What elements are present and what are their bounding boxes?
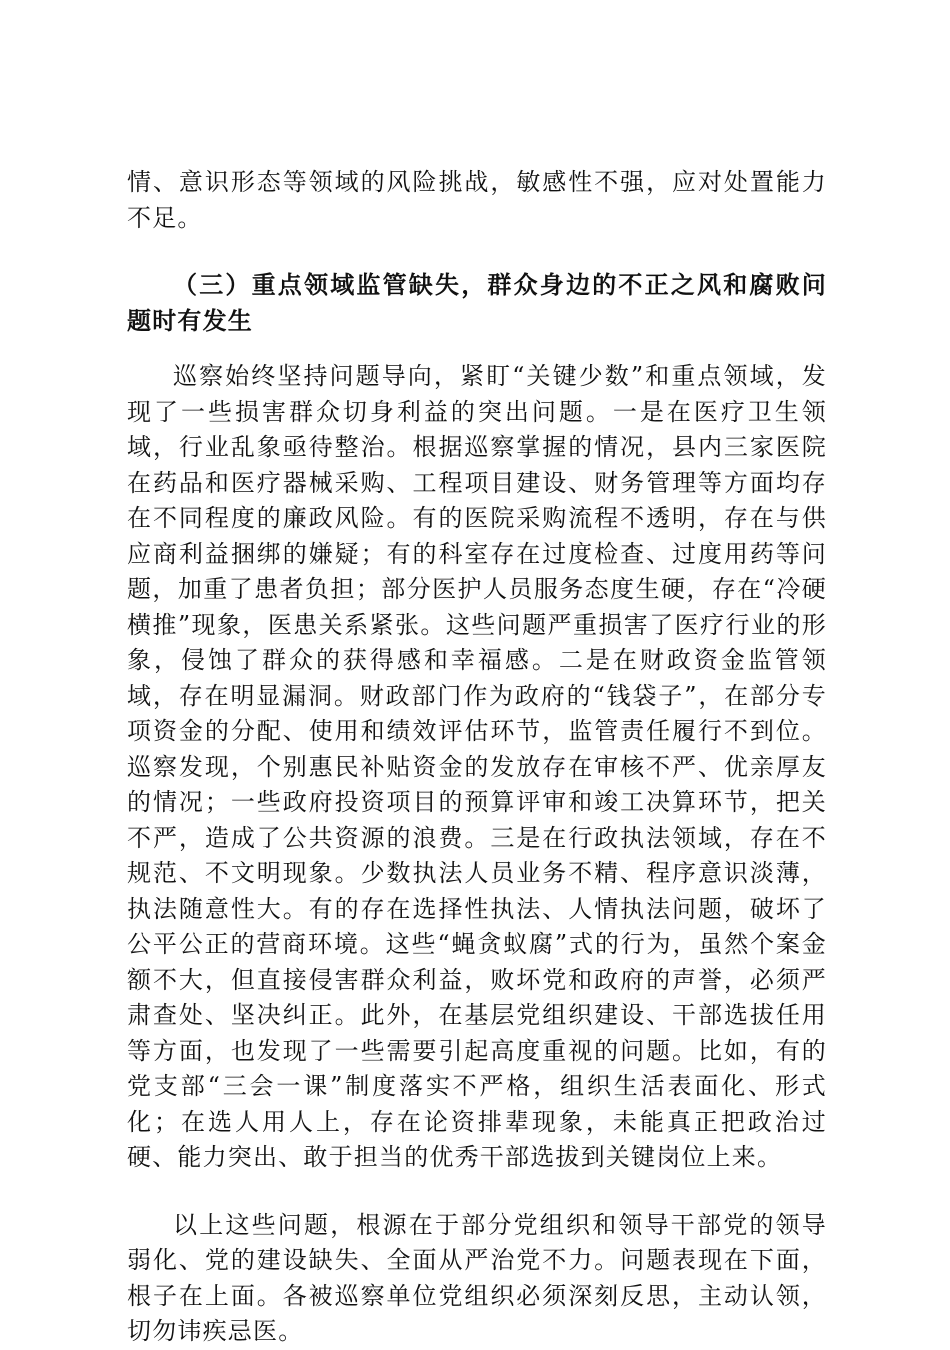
paragraph-spacer — [127, 339, 827, 359]
body-paragraph: 巡察始终坚持问题导向，紧盯“关键少数”和重点领域，发现了一些损害群众切身利益的突出问题。一是在医疗卫生领域，行业乱象亟待整治。根据巡察掌握的情况，县内三家医院在药品和医疗器械采购、工程项目建设、财务管理等方面均存在不同程度的廉政风险。有的医院采购流程不透明，存在与供应商利益捆绑的嫌疑；有的科室存在过度检查、过度用药等问题，加重了患者负担；部分医护人员服务态度生硬，存在“冷硬横推”现象，医患关系紧张。这些问题严重损害了医疗行业的形象，侵蚀了群众的获得感和幸福感。二是在财政资金监管领域，存在明显漏洞。财政部门作为政府的“钱袋子”，在部分专项资金的分配、使用和绩效评估环节，监管责任履行不到位。巡察发现，个别惠民补贴资金的发放存在审核不严、优亲厚友的情况；一些政府投资项目的预算评审和竣工决算环节，把关不严，造成了公共资源的浪费。三是在行政执法领域，存在不规范、不文明现象。少数执法人员业务不精、程序意识淡薄，执法随意性大。有的存在选择性执法、人情执法问题，破坏了公平公正的营商环境。这些“蝇贪蚁腐”式的行为，虽然个案金额不大，但直接侵害群众利益，败坏党和政府的声誉，必须严肃查处、坚决纠正。此外，在基层党组织建设、干部选拔任用等方面，也发现了一些需要引起高度重视的问题。比如，有的党支部“三会一课”制度落实不严格，组织生活表面化、形式化；在选人用人上，存在论资排辈现象，未能真正把政治过硬、能力突出、敢于担当的优秀干部选拔到关键岗位上来。 — [127, 362, 827, 1171]
document-page — [127, 165, 827, 1350]
closing-paragraph: 以上这些问题，根源在于部分党组织和领导干部党的领导弱化、党的建设缺失、全面从严治党不力。问题表现在下面，根子在上面。各被巡察单位党组织必须深刻反思，主动认领，切勿讳疾忌医。 — [127, 1210, 827, 1345]
paragraph-spacer — [127, 1176, 827, 1208]
section-heading: （三）重点领域监管缺失，群众身边的不正之风和腐败问题时有发生 — [127, 271, 827, 335]
continued-paragraph: 情、意识形态等领域的风险挑战，敏感性不强，应对处置能力不足。 — [127, 168, 827, 232]
paragraph-spacer — [127, 236, 827, 268]
